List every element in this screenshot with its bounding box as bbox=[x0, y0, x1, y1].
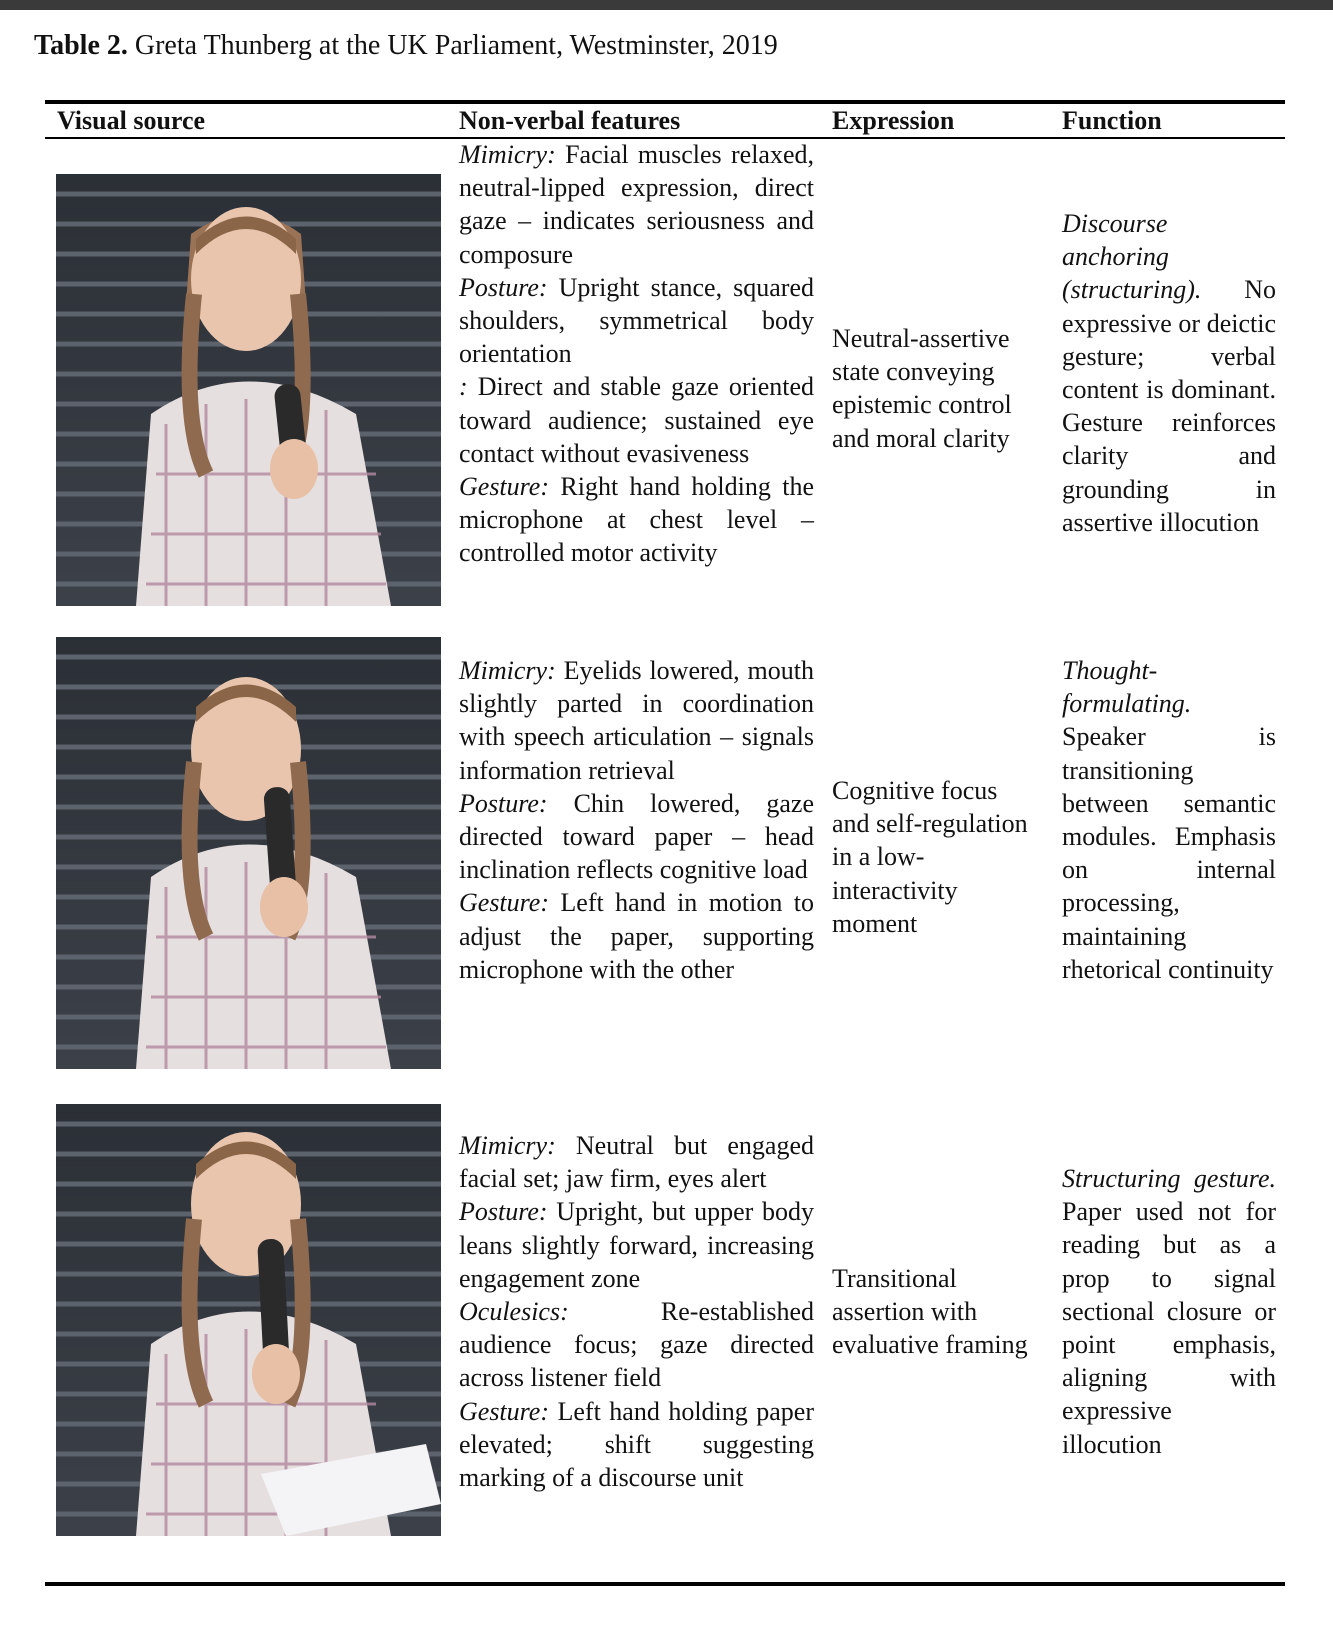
table-caption bbox=[34, 26, 778, 66]
photo-3 bbox=[56, 1104, 441, 1536]
row-2-feature: Gesture: Left hand in motion to adjust the paper, supporting microphone with the other bbox=[459, 888, 814, 984]
header-expression: Expression bbox=[832, 106, 955, 135]
row-2-expression: Cognitive focus and self-regulation in a low-interactivity moment bbox=[832, 776, 1028, 938]
row-1-expression: Neutral-assertive state conveying epistemic control and moral clarity bbox=[832, 324, 1012, 453]
row-1-feature: Mimicry: Facial muscles relaxed, neutral-lipped expression, direct gaze – indicates seriousness and composure bbox=[459, 140, 814, 269]
header-function: Function bbox=[1062, 106, 1162, 135]
photo-2 bbox=[56, 637, 441, 1069]
photo-1 bbox=[56, 174, 441, 606]
top-border-bar bbox=[0, 0, 1333, 10]
row-3-feature: Posture: Upright, but upper body leans slightly forward, increasing engagement zone bbox=[459, 1197, 814, 1293]
row-3-features bbox=[459, 1129, 814, 1494]
table-caption-text: Greta Thunberg at the UK Parliament, Westminster, 2019 bbox=[127, 30, 778, 61]
row-1-function: Discourse anchoring (structuring). No expressive or deictic gesture; verbal content is dominant. Gesture reinforces clarity and grounding in assertive illocution bbox=[1062, 209, 1276, 537]
row-1-features bbox=[459, 138, 814, 570]
table-caption-label: Table 2. bbox=[34, 30, 128, 61]
row-3-feature: Gesture: Left hand holding paper elevated; shift suggesting marking of a discourse unit bbox=[459, 1396, 814, 1493]
header-visual-source: Visual source bbox=[57, 106, 206, 135]
row-2-function: Thought-formulating. Speaker is transitioning between semantic modules. Emphasis on internal processing, maintaining rhetorical continuity bbox=[1062, 656, 1276, 984]
header-non-verbal-features: Non-verbal features bbox=[459, 106, 681, 135]
row-1-feature: Posture: Upright stance, squared shoulders, symmetrical body orientation bbox=[459, 272, 814, 369]
table-bottom-rule bbox=[45, 1582, 1285, 1586]
row-2-features bbox=[459, 654, 814, 986]
row-3-feature: Mimicry: Neutral but engaged facial set; jaw firm, eyes alert bbox=[459, 1131, 814, 1194]
row-2-feature: Mimicry: Eyelids lowered, mouth slightly parted in coordination with speech articulation – signals information retrieval bbox=[459, 656, 814, 785]
row-1-feature: : Direct and stable gaze oriented toward audience; sustained eye contact without evasiveness bbox=[459, 372, 814, 468]
row-3-expression: Transitional assertion with evaluative framing bbox=[832, 1264, 1028, 1360]
row-3-function: Structuring gesture. Paper used not for reading but as a prop to signal sectional closure or point emphasis, aligning with expressive illocution bbox=[1062, 1164, 1276, 1459]
row-3-feature: Oculesics: Re-established audience focus; gaze directed across listener field bbox=[459, 1297, 814, 1393]
row-2-feature: Posture: Chin lowered, gaze directed toward paper – head inclination reflects cognitive load bbox=[459, 788, 814, 885]
row-1-feature: Gesture: Right hand holding the microphone at chest level – controlled motor activity bbox=[459, 472, 814, 568]
